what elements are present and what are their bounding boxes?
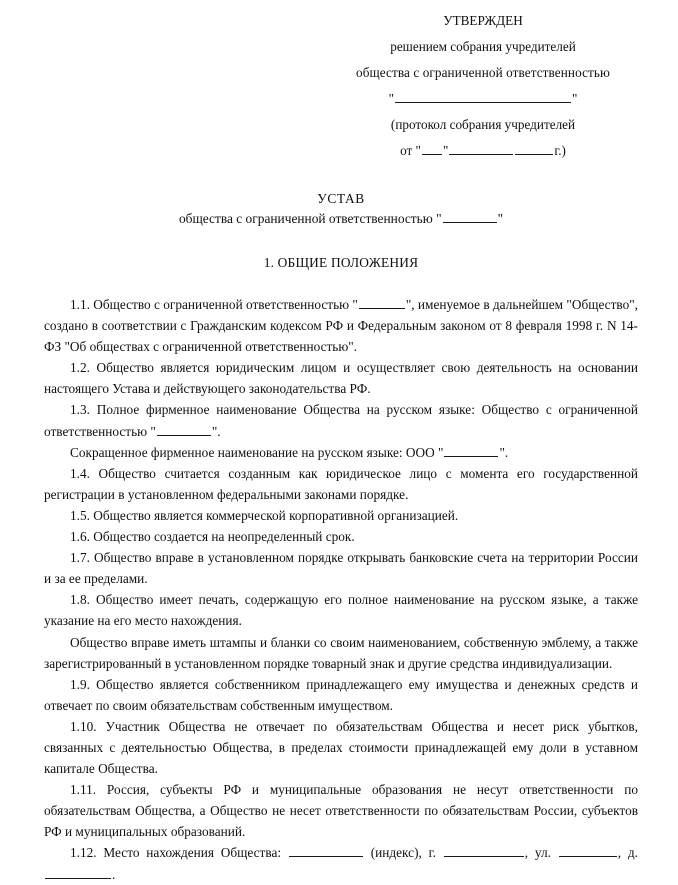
document-body [44, 294, 638, 885]
document-title-subtitle-suffix: " [497, 211, 504, 226]
approval-title: УТВЕРЖДЕН [443, 13, 523, 28]
quote-close: " [572, 91, 578, 106]
clause-1-11: 1.11. Россия, субъекты РФ и муниципальные образования не несут ответственности по обязательствам Общества, а Общество не несет ответственности по обязательствам России, субъектов РФ и муниципальных образований. [44, 782, 638, 840]
address-index-blank[interactable] [289, 844, 363, 857]
date-quote-close: " [442, 143, 449, 158]
clause-1-8-stamps: Общество вправе иметь штампы и бланки со своим наименованием, собственную эмблему, а также зарегистрированный в установленном порядке товарный знак и другие средства индивидуализации. [44, 634, 638, 671]
approval-decision-line: решением собрания учредителей [390, 39, 576, 54]
clause-1-3-short-name [44, 442, 638, 463]
clause-1-3b-text-part2: ". [499, 444, 509, 460]
document-title-block [44, 189, 638, 229]
document-title-subtitle-prefix: общества с ограниченной ответственностью " [178, 211, 442, 226]
clause-1-7: 1.7. Общество вправе в установленном порядке открывать банковские счета на территории России и за ее пределами. [44, 550, 638, 587]
address-city-blank[interactable] [444, 844, 524, 857]
clause-1-9: 1.9. Общество является собственником принадлежащего ему имущества и денежных средств и отвечает по своим обязательствам собственным имуществом. [44, 676, 638, 713]
clause-1-8: 1.8. Общество имеет печать, содержащую его полное наименование на русском языке, а также указание на его место нахождения. [44, 592, 638, 629]
document-title-subtitle [44, 209, 638, 229]
clause-1-3 [44, 399, 638, 441]
section-heading-general-provisions: 1. ОБЩИЕ ПОЛОЖЕНИЯ [263, 255, 419, 270]
clause-1-6: 1.6. Общество создается на неопределенный срок. [70, 529, 355, 545]
clause-1-3-company-blank[interactable] [157, 422, 211, 435]
quote-open: " [388, 91, 394, 106]
approval-protocol-line: (протокол собрания учредителей [390, 117, 576, 132]
clause-1-12-street-label: , ул. [524, 845, 551, 861]
clause-1-12 [44, 842, 638, 884]
approval-date-line [328, 138, 638, 164]
clause-1-5: 1.5. Общество является коммерческой корпоративной организацией. [70, 507, 459, 523]
title-company-name-blank[interactable] [443, 210, 497, 223]
date-year-blank[interactable] [515, 142, 553, 155]
clause-1-12-period: . [112, 866, 116, 882]
clause-1-1-text-part1: 1.1. Общество с ограниченной ответственностью " [70, 297, 358, 312]
clause-1-12-label: 1.12. Место нахождения Общества: [70, 845, 282, 861]
clause-1-1-company-blank[interactable] [359, 296, 405, 309]
company-name-blank[interactable] [395, 90, 571, 103]
approval-company-form-line: общества с ограниченной ответственностью [356, 65, 610, 80]
clause-1-3b-text-part1: Сокращенное фирменное наименование на русском языке: ООО " [70, 444, 444, 460]
clause-1-12-index-label: (индекс), г. [370, 845, 436, 861]
approval-company-name-line [328, 86, 638, 112]
date-suffix: г.) [554, 143, 566, 158]
address-house-blank[interactable] [45, 865, 111, 878]
clause-1-4: 1.4. Общество считается созданным как юридическое лицо с момента его государственной регистрации в установленном федеральными законами порядке. [44, 465, 638, 502]
approval-header-block [328, 8, 638, 164]
clause-1-10: 1.10. Участник Общества не отвечает по обязательствам Общества и несет риск убытков, связанных с деятельностью Общества, в пределах стоимости принадлежащей ему доли в уставном капитале Общества. [44, 718, 638, 777]
document-title-main: УСТАВ [317, 191, 365, 206]
clause-1-2: 1.2. Общество является юридическим лицом и осуществляет свою деятельность на основании настоящего Устава и действующего законодательства РФ. [44, 360, 638, 397]
clause-1-3-text-part1: 1.3. Полное фирменное наименование Общества на русском языке: Общество с ограниченной ответственностью " [44, 402, 638, 439]
clause-1-1-text-part2: ", именуемое в дальнейшем "Общество", создано в соответствии с Гражданским кодексом РФ и Федеральным законом от 8 февраля 1998 г. N 14-ФЗ "Об обществах с ограниченной ответственностью". [44, 297, 638, 355]
clause-1-3-text-part2: ". [211, 423, 221, 439]
clause-1-12-house-label: , д. [617, 845, 638, 861]
date-day-blank[interactable] [422, 142, 442, 155]
date-month-blank[interactable] [449, 142, 513, 155]
date-prefix: от " [400, 143, 421, 158]
clause-1-1 [44, 294, 638, 357]
clause-1-3b-company-blank[interactable] [444, 443, 498, 456]
address-street-blank[interactable] [559, 844, 617, 857]
